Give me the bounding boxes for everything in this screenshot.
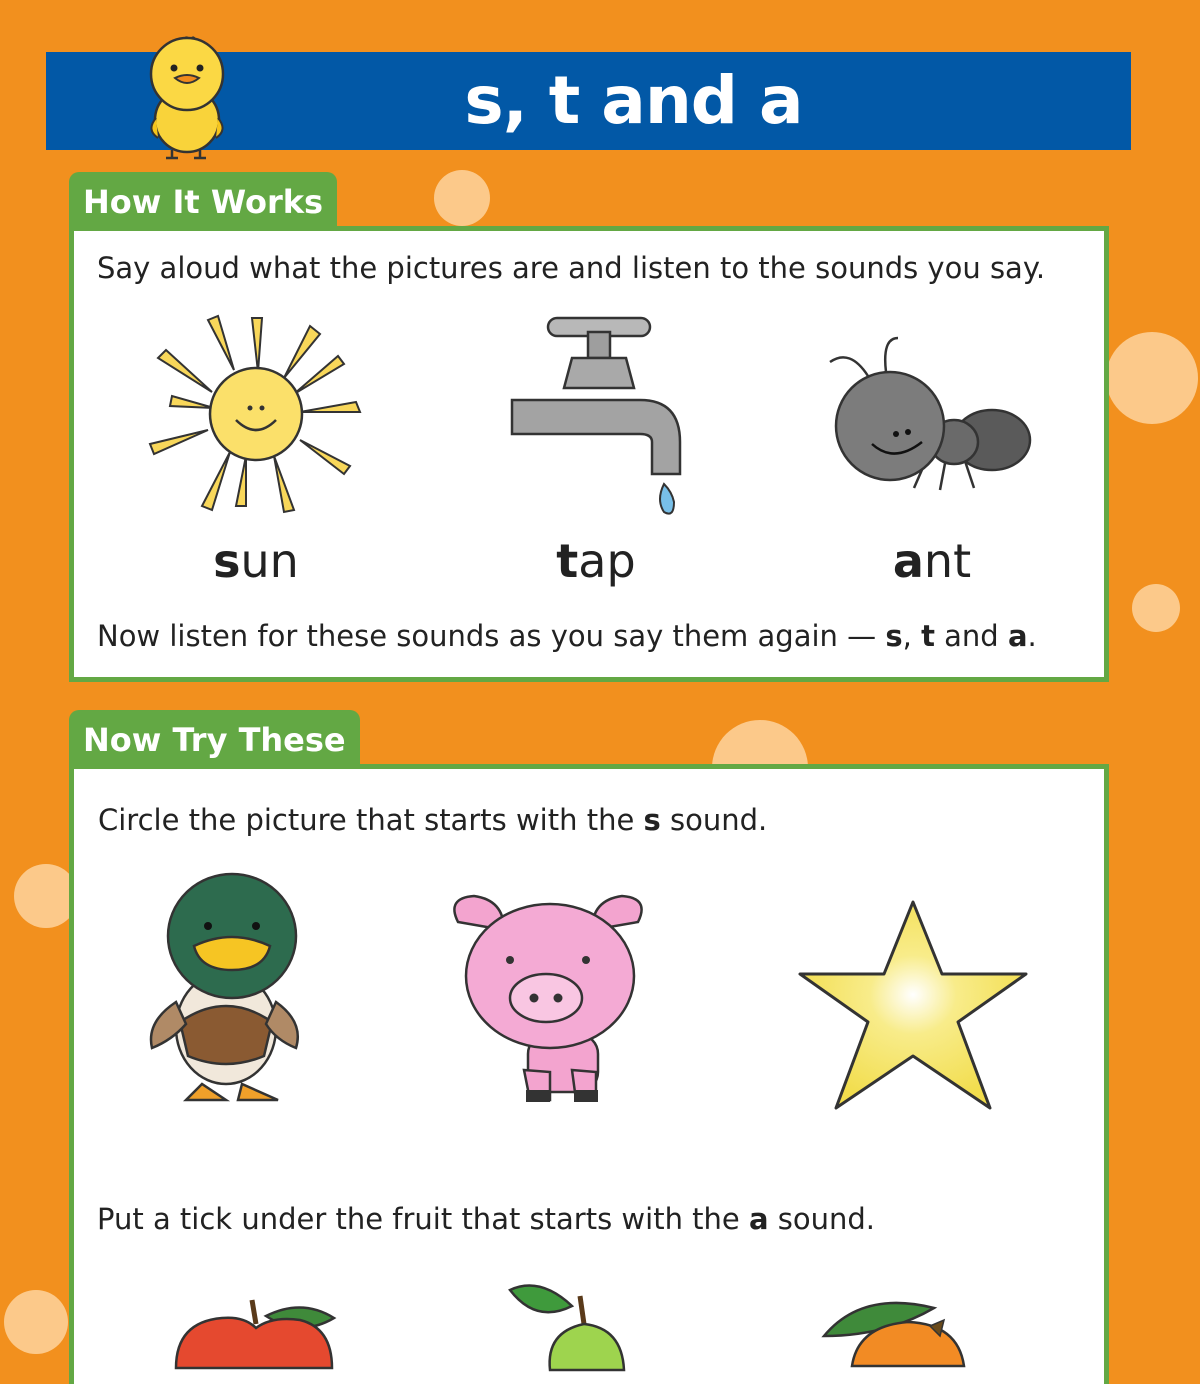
decor-dot (434, 170, 490, 226)
decor-dot (1106, 332, 1198, 424)
how-it-works-follow-up: Now listen for these sounds as you say them again — s, t and a. (97, 619, 1037, 653)
word-ant: ant (892, 534, 972, 588)
question-circle-s: Circle the picture that starts with the s sound. (98, 803, 768, 837)
star-icon[interactable] (796, 898, 1030, 1112)
pig-icon[interactable] (446, 894, 650, 1106)
word-sun: sun (213, 534, 299, 588)
ant-icon (828, 336, 1034, 496)
tab-now-try-these: Now Try These (69, 710, 360, 766)
word-tap: tap (556, 534, 636, 588)
pear-icon[interactable] (506, 1280, 630, 1370)
decor-dot (1132, 584, 1180, 632)
orange-icon[interactable] (822, 1296, 968, 1366)
decor-dot (4, 1290, 68, 1354)
question-tick-a: Put a tick under the fruit that starts with the a sound. (97, 1202, 876, 1236)
tab-how-it-works: How It Works (69, 172, 337, 228)
page-title: s, t and a (464, 62, 803, 139)
sun-icon (150, 316, 362, 512)
chick-icon (142, 34, 232, 162)
how-it-works-instruction: Say aloud what the pictures are and listen to the sounds you say. (97, 251, 1046, 285)
tap-icon (510, 312, 686, 520)
duck-icon[interactable] (146, 872, 302, 1108)
